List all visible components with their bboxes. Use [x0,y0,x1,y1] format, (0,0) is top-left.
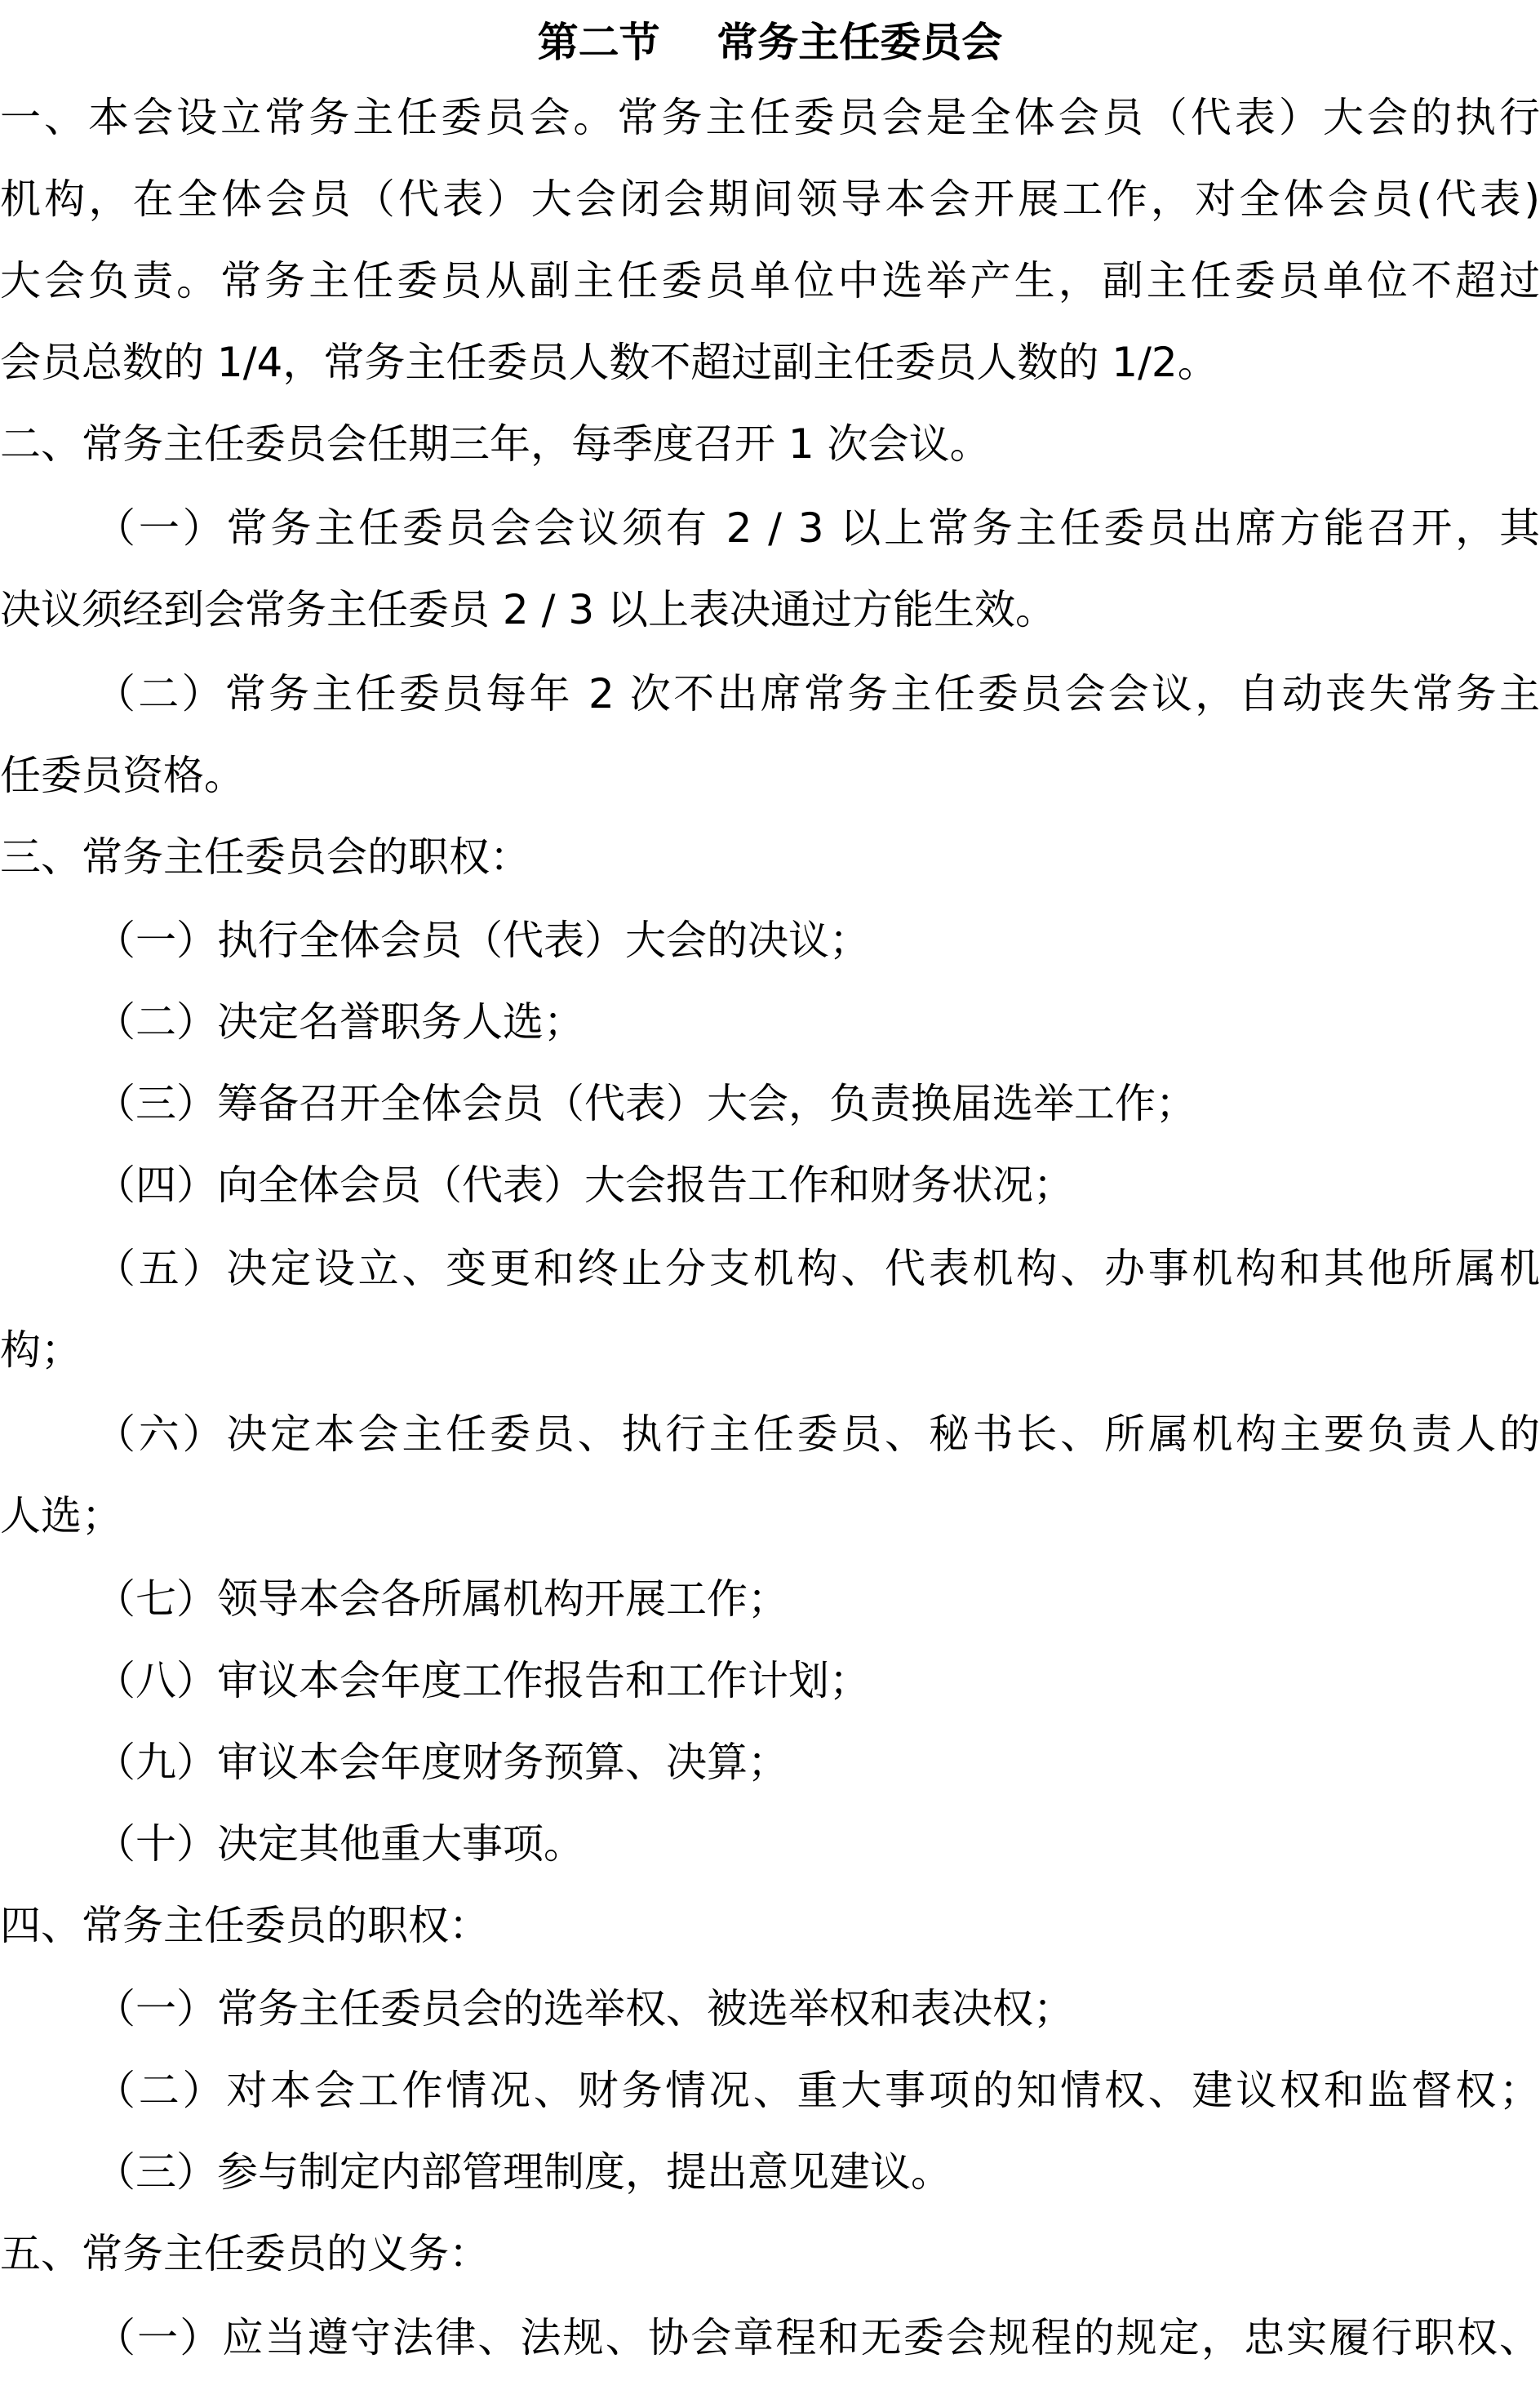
text-line: 大会负责。常务主任委员从副主任委员单位中选举产生，副主任委员单位不超过 [0,257,1540,304]
text-line: （十）决定其他重大事项。 [95,1820,584,1868]
text-line: 任委员资格。 [0,752,245,799]
text-line: 五、常务主任委员的义务： [0,2230,490,2277]
text-line: （二）常务主任委员每年 2 次不出席常务主任委员会会议，自动丧失常务主 [95,670,1540,717]
text-line: （九）审议本会年度财务预算、决算； [95,1739,788,1786]
text-line: （一）执行全体会员（代表）大会的决议； [95,917,870,964]
text-line: （一）常务主任委员会的选举权、被选举权和表决权； [95,1985,1074,2032]
text-line: （四）向全体会员（代表）大会报告工作和财务状况； [95,1162,1074,1209]
text-line: （七）领导本会各所属机构开展工作； [95,1575,788,1623]
section-title: 第二节 常务主任委员会 [537,19,1003,66]
text-line: 人选； [0,1492,122,1539]
text-line: 四、常务主任委员的职权： [0,1902,490,1949]
text-line: 三、常务主任委员会的职权： [0,833,530,881]
text-line: 构； [0,1326,82,1374]
text-line: （六）决定本会主任委员、执行主任委员、秘书长、所属机构主要负责人的 [95,1410,1540,1458]
text-line: （一）应当遵守法律、法规、协会章程和无委会规程的规定，忠实履行职权、 [95,2314,1540,2361]
text-line: （三）筹备召开全体会员（代表）大会，负责换届选举工作； [95,1080,1196,1127]
text-line: 会员总数的 1/4，常务主任委员人数不超过副主任委员人数的 1/2。 [0,339,1218,386]
text-line: （八）审议本会年度工作报告和工作计划； [95,1657,870,1704]
text-line: 二、常务主任委员会任期三年，每季度召开 1 次会议。 [0,420,991,468]
text-line: （一）常务主任委员会会议须有 2 / 3 以上常务主任委员出席方能召开，其 [95,504,1540,552]
text-line: （五）决定设立、变更和终止分支机构、代表机构、办事机构和其他所属机 [95,1245,1540,1292]
text-line: 机构，在全体会员（代表）大会闭会期间领导本会开展工作，对全体会员(代表) [0,175,1540,223]
text-line: 决议须经到会常务主任委员 2 / 3 以上表决通过方能生效。 [0,586,1057,633]
text-line: （三）参与制定内部管理制度，提出意见建议。 [95,2148,952,2196]
text-line: （二）对本会工作情况、财务情况、重大事项的知情权、建议权和监督权； [95,2067,1540,2114]
text-line: （二）决定名誉职务人选； [95,998,584,1046]
text-line: 一、本会设立常务主任委员会。常务主任委员会是全体会员（代表）大会的执行 [0,94,1540,141]
